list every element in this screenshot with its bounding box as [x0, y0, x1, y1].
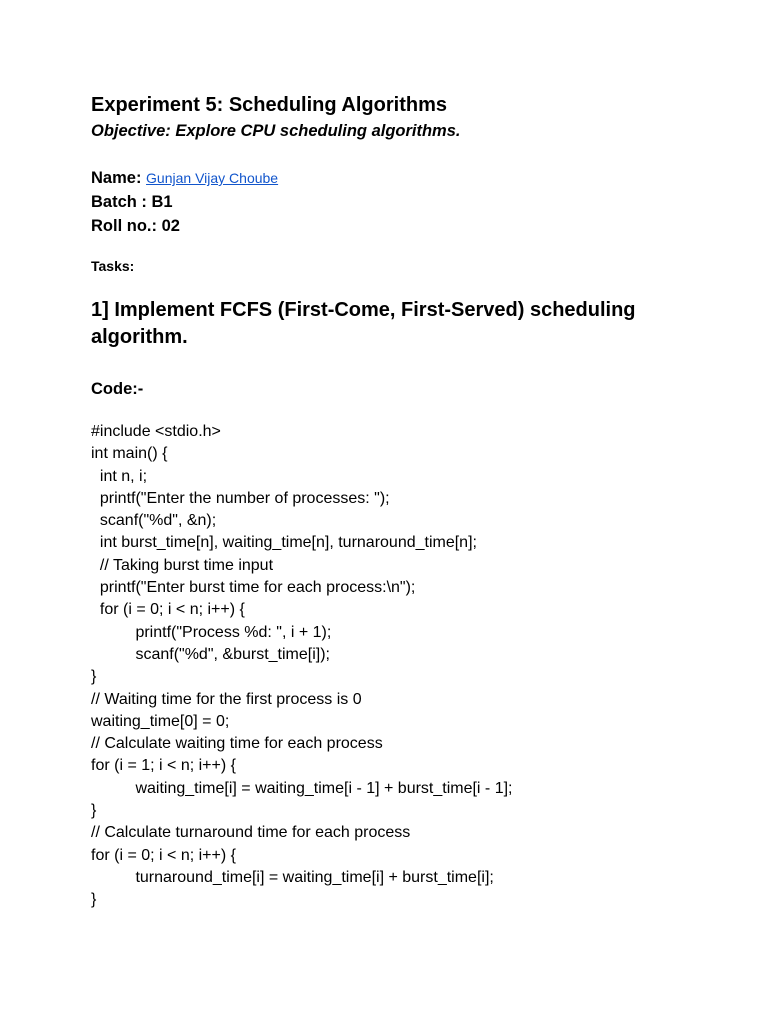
code-block: [91, 421, 731, 912]
name-line: [91, 166, 731, 190]
code-line: // Calculate waiting time for each process: [91, 735, 383, 753]
student-info: [91, 166, 731, 238]
document-title: Experiment 5: Scheduling Algorithms: [91, 94, 447, 116]
code-line: waiting_time[0] = 0;: [91, 712, 230, 730]
code-label: Code:-: [91, 380, 144, 398]
code-line: scanf("%d", &n);: [91, 512, 217, 530]
code-line: printf("Enter burst time for each process:\n");: [91, 579, 416, 597]
code-line: }: [91, 802, 97, 820]
roll-line: Roll no.: 02: [91, 217, 180, 235]
code-line: for (i = 0; i < n; i++) {: [91, 601, 245, 619]
tasks-label: Tasks:: [91, 258, 135, 274]
code-line: int burst_time[n], waiting_time[n], turnaround_time[n];: [91, 534, 477, 552]
objective-text: Objective: Explore CPU scheduling algorithms.: [91, 122, 461, 140]
code-line: // Calculate turnaround time for each process: [91, 824, 411, 842]
code-line: for (i = 0; i < n; i++) {: [91, 846, 236, 864]
batch-line: Batch : B1: [91, 193, 173, 211]
code-line: scanf("%d", &burst_time[i]);: [91, 645, 330, 663]
code-line: turnaround_time[i] = waiting_time[i] + burst_time[i];: [91, 868, 494, 886]
code-line: int n, i;: [91, 467, 148, 485]
name-link[interactable]: Gunjan Vijay Choube: [146, 170, 279, 186]
name-label: Name:: [91, 169, 142, 187]
code-line: }: [91, 891, 97, 909]
code-line: printf("Enter the number of processes: ");: [91, 489, 390, 507]
code-line: for (i = 1; i < n; i++) {: [91, 757, 236, 775]
task-heading: 1] Implement FCFS (First-Come, First-Served) scheduling algorithm.: [91, 299, 636, 348]
code-line: // Waiting time for the first process is 0: [91, 690, 362, 708]
code-line: #include <stdio.h>: [91, 423, 221, 440]
document-page: [91, 92, 731, 912]
code-line: int main() {: [91, 445, 168, 463]
code-line: // Taking burst time input: [91, 556, 274, 574]
code-line: }: [91, 668, 97, 686]
code-line: waiting_time[i] = waiting_time[i - 1] + burst_time[i - 1];: [91, 779, 513, 797]
code-line: printf("Process %d: ", i + 1);: [91, 623, 332, 641]
